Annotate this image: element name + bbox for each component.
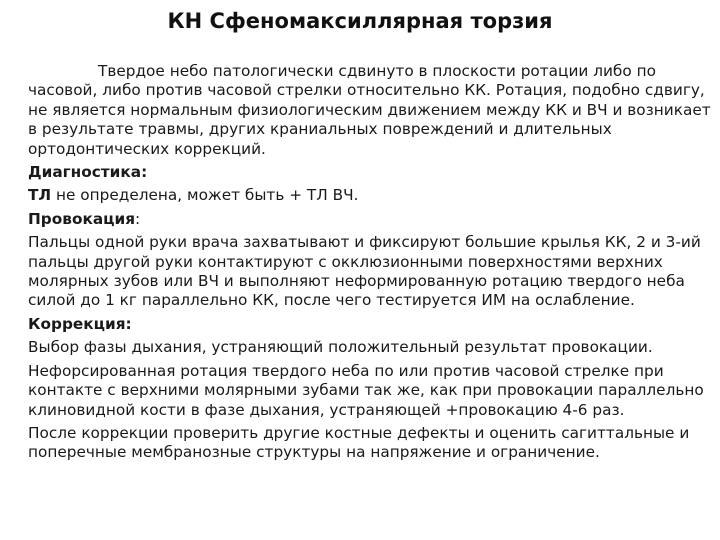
diagnostics-heading-text: Диагностика:: [28, 163, 148, 182]
diagnostics-paragraph: [28, 186, 714, 205]
tl-label: ТЛ: [28, 186, 52, 205]
intro-paragraph: Твердое небо патологически сдвинуто в плоскости ротации либо по часовой, либо против часовой стрелки относительно КК. Ротация, подобно сдвигу, не является нормальным физиологическим движением между КК и ВЧ и возникает в результате травмы, других краниальных повреждений и длительных ортодонтических коррекций.: [28, 62, 711, 158]
correction-heading: [28, 315, 714, 334]
correction-heading-text: Коррекция:: [28, 314, 132, 333]
correction-item: Выбор фазы дыхания, устраняющий положительный результат провокации.: [28, 338, 653, 357]
slide-title: КН Сфеномаксиллярная торзия: [167, 9, 553, 33]
provocation-heading-text: Провокация: [28, 209, 136, 228]
provocation-paragraph: Пальцы одной руки врача захватывают и фиксируют большие крылья КК, 2 и 3-ий пальцы другой руки контактируют с окклюзионными поверхностями верхних молярных зубов или ВЧ и выполняют неформированную ротацию твердого неба силой до 1 кг параллельно КК, после чего тестируется ИМ на ослабление.: [28, 233, 701, 310]
slide-body: [28, 62, 714, 467]
correction-item: После коррекции проверить другие костные дефекты и оценить сагиттальные и поперечные мембранозные структуры на напряжение и ограничение.: [28, 423, 690, 462]
provocation-heading-suffix: :: [135, 209, 141, 228]
correction-item: Нефорсированная ротация твердого неба по или против часовой стрелке при контакте с верхними молярными зубами так же, как при провокации параллельно клиновидной кости в фазе дыхания, устраняющей +провокацию 4-6 раз.: [28, 361, 704, 419]
tl-text: не определена, может быть + ТЛ ВЧ.: [51, 186, 359, 205]
diagnostics-heading: [28, 163, 714, 182]
provocation-heading: [28, 210, 714, 229]
